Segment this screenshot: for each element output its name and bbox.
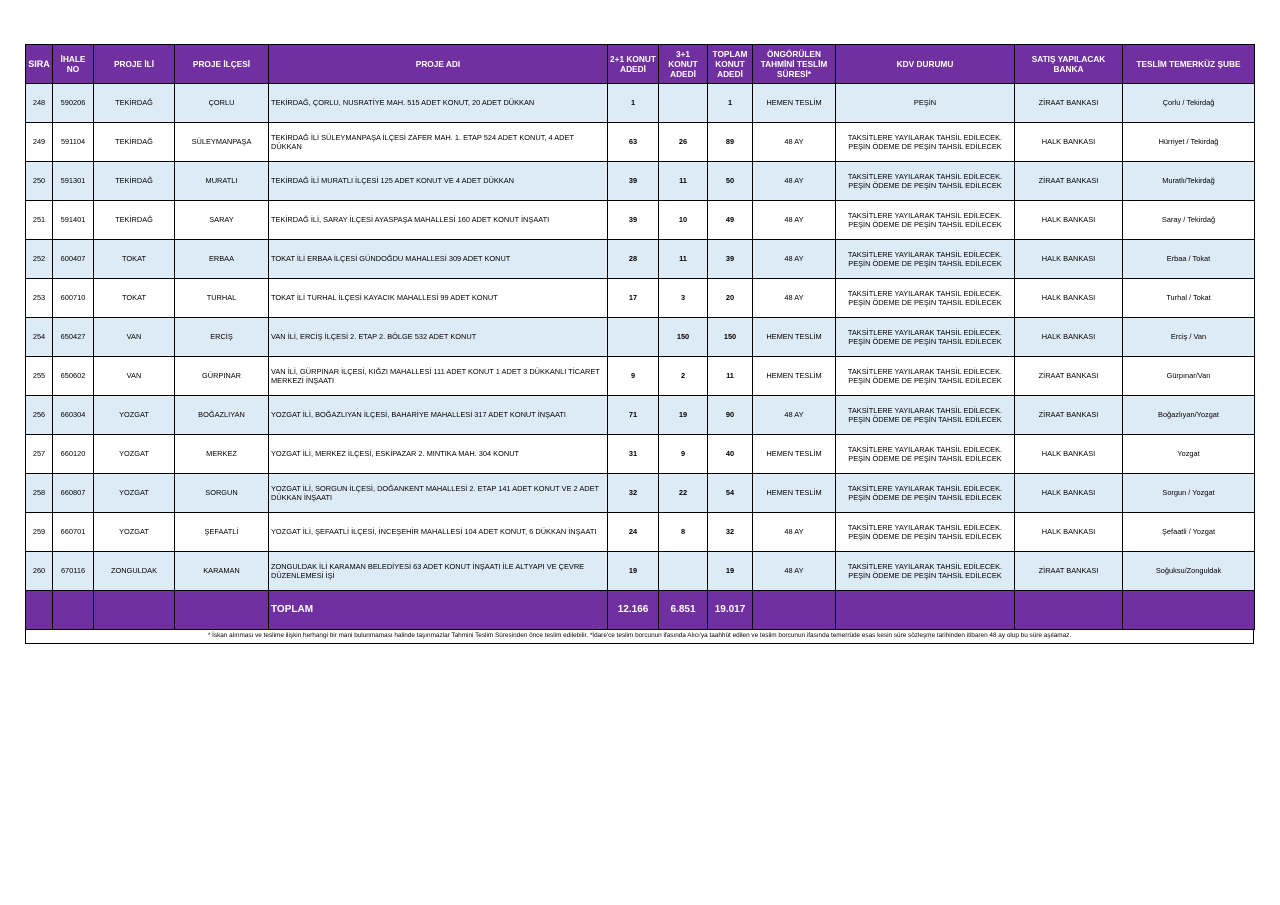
cell-2plus1: 71 <box>608 396 659 435</box>
cell-proje-ili: YOZGAT <box>94 435 175 474</box>
table-row <box>26 552 1255 591</box>
cell-kdv-durumu: TAKSİTLERE YAYILARAK TAHSİL EDİLECEK. PEŞİN ÖDEME DE PEŞİN TAHSİL EDİLECEK <box>836 513 1015 552</box>
cell-proje-adi: YOZGAT İLİ, BOĞAZLIYAN İLÇESİ, BAHARİYE MAHALLESİ 317 ADET KONUT İNŞAATI <box>269 396 608 435</box>
table-row <box>26 435 1255 474</box>
footnote: * İskan alınması ve teslime ilişkin herhangi bir mani bulunmaması halinde taşınmazlar Tahmini Teslim Süresinden önce teslim edilebilir. *İdare'ce teslim borcunun ifasında Alıcı'ya taahhüt edilen ve teslim borcunun ifasında temerrüde esas kesin süre sözleşme tarihinden itibaren 48 ay olup bu süre aşılamaz. <box>25 630 1254 644</box>
cell-ihale-no: 660304 <box>53 396 94 435</box>
cell-3plus1: 19 <box>659 396 708 435</box>
cell-banka: ZİRAAT BANKASI <box>1015 396 1123 435</box>
projects-sheet <box>25 44 1254 644</box>
total-empty-cell <box>53 591 94 630</box>
cell-toplam: 49 <box>708 201 753 240</box>
cell-ihale-no: 591301 <box>53 162 94 201</box>
cell-sube: Turhal / Tokat <box>1123 279 1255 318</box>
total-empty-cell <box>753 591 836 630</box>
cell-kdv-durumu: TAKSİTLERE YAYILARAK TAHSİL EDİLECEK. PEŞİN ÖDEME DE PEŞİN TAHSİL EDİLECEK <box>836 279 1015 318</box>
cell-toplam: 11 <box>708 357 753 396</box>
cell-3plus1: 22 <box>659 474 708 513</box>
cell-ihale-no: 660807 <box>53 474 94 513</box>
cell-2plus1 <box>608 318 659 357</box>
projects-table <box>25 44 1255 630</box>
cell-banka: HALK BANKASI <box>1015 474 1123 513</box>
cell-sube: Saray / Tekirdağ <box>1123 201 1255 240</box>
cell-2plus1: 9 <box>608 357 659 396</box>
header-2plus1: 2+1 KONUT ADEDİ <box>608 45 659 84</box>
table-body <box>26 84 1255 630</box>
cell-proje-ilcesi: SORGUN <box>175 474 269 513</box>
cell-banka: HALK BANKASI <box>1015 240 1123 279</box>
cell-toplam: 90 <box>708 396 753 435</box>
cell-2plus1: 39 <box>608 162 659 201</box>
cell-toplam: 20 <box>708 279 753 318</box>
header-proje-ili: PROJE İLİ <box>94 45 175 84</box>
cell-sira: 252 <box>26 240 53 279</box>
cell-proje-ilcesi: ŞEFAATLİ <box>175 513 269 552</box>
cell-kdv-durumu: TAKSİTLERE YAYILARAK TAHSİL EDİLECEK. PEŞİN ÖDEME DE PEŞİN TAHSİL EDİLECEK <box>836 240 1015 279</box>
cell-toplam: 150 <box>708 318 753 357</box>
table-row <box>26 513 1255 552</box>
cell-sira: 254 <box>26 318 53 357</box>
cell-2plus1: 28 <box>608 240 659 279</box>
cell-sira: 258 <box>26 474 53 513</box>
cell-sira: 257 <box>26 435 53 474</box>
total-empty-cell <box>1123 591 1255 630</box>
cell-proje-ilcesi: SÜLEYMANPAŞA <box>175 123 269 162</box>
cell-proje-ili: YOZGAT <box>94 513 175 552</box>
cell-toplam: 40 <box>708 435 753 474</box>
cell-teslim-suresi: 48 AY <box>753 513 836 552</box>
cell-kdv-durumu: TAKSİTLERE YAYILARAK TAHSİL EDİLECEK. PEŞİN ÖDEME DE PEŞİN TAHSİL EDİLECEK <box>836 162 1015 201</box>
cell-2plus1: 24 <box>608 513 659 552</box>
cell-toplam: 50 <box>708 162 753 201</box>
cell-ihale-no: 670116 <box>53 552 94 591</box>
header-kdv-durumu: KDV DURUMU <box>836 45 1015 84</box>
cell-kdv-durumu: TAKSİTLERE YAYILARAK TAHSİL EDİLECEK. PEŞİN ÖDEME DE PEŞİN TAHSİL EDİLECEK <box>836 123 1015 162</box>
cell-proje-ilcesi: ERCİŞ <box>175 318 269 357</box>
cell-ihale-no: 650602 <box>53 357 94 396</box>
cell-sube: Yozgat <box>1123 435 1255 474</box>
cell-banka: HALK BANKASI <box>1015 435 1123 474</box>
cell-2plus1: 39 <box>608 201 659 240</box>
total-empty-cell <box>1015 591 1123 630</box>
cell-banka: HALK BANKASI <box>1015 123 1123 162</box>
cell-kdv-durumu: TAKSİTLERE YAYILARAK TAHSİL EDİLECEK. PEŞİN ÖDEME DE PEŞİN TAHSİL EDİLECEK <box>836 474 1015 513</box>
cell-teslim-suresi: 48 AY <box>753 279 836 318</box>
total-3plus1: 6.851 <box>659 591 708 630</box>
table-row <box>26 318 1255 357</box>
header-toplam-konut: TOPLAM KONUT ADEDİ <box>708 45 753 84</box>
cell-3plus1: 11 <box>659 240 708 279</box>
cell-kdv-durumu: TAKSİTLERE YAYILARAK TAHSİL EDİLECEK. PEŞİN ÖDEME DE PEŞİN TAHSİL EDİLECEK <box>836 357 1015 396</box>
header-proje-adi: PROJE ADI <box>269 45 608 84</box>
total-empty-cell <box>836 591 1015 630</box>
cell-3plus1: 9 <box>659 435 708 474</box>
table-row <box>26 240 1255 279</box>
total-2plus1: 12.166 <box>608 591 659 630</box>
cell-proje-ili: TEKİRDAĞ <box>94 123 175 162</box>
cell-proje-ili: VAN <box>94 318 175 357</box>
cell-3plus1: 10 <box>659 201 708 240</box>
table-row <box>26 84 1255 123</box>
cell-proje-ili: TEKİRDAĞ <box>94 201 175 240</box>
cell-2plus1: 1 <box>608 84 659 123</box>
cell-proje-ili: YOZGAT <box>94 474 175 513</box>
cell-banka: HALK BANKASI <box>1015 318 1123 357</box>
cell-sube: Muratlı/Tekirdağ <box>1123 162 1255 201</box>
cell-proje-ilcesi: BOĞAZLIYAN <box>175 396 269 435</box>
cell-proje-adi: TOKAT İLİ TURHAL İLÇESİ KAYACIK MAHALLESİ 99 ADET KONUT <box>269 279 608 318</box>
table-row <box>26 474 1255 513</box>
cell-2plus1: 31 <box>608 435 659 474</box>
table-row <box>26 162 1255 201</box>
cell-kdv-durumu: TAKSİTLERE YAYILARAK TAHSİL EDİLECEK. PEŞİN ÖDEME DE PEŞİN TAHSİL EDİLECEK <box>836 318 1015 357</box>
total-row <box>26 591 1255 630</box>
cell-sira: 255 <box>26 357 53 396</box>
cell-teslim-suresi: HEMEN TESLİM <box>753 318 836 357</box>
cell-teslim-suresi: 48 AY <box>753 201 836 240</box>
header-ihale-no: İHALE NO <box>53 45 94 84</box>
cell-proje-ilcesi: KARAMAN <box>175 552 269 591</box>
table-row <box>26 357 1255 396</box>
cell-kdv-durumu: TAKSİTLERE YAYILARAK TAHSİL EDİLECEK. PEŞİN ÖDEME DE PEŞİN TAHSİL EDİLECEK <box>836 201 1015 240</box>
cell-proje-adi: VAN İLİ, GÜRPINAR İLÇESİ, KIĞZI MAHALLESİ 111 ADET KONUT 1 ADET 3 DÜKKANLI TİCARET MERKEZİ İNŞAATI <box>269 357 608 396</box>
cell-banka: ZİRAAT BANKASI <box>1015 552 1123 591</box>
cell-banka: ZİRAAT BANKASI <box>1015 357 1123 396</box>
cell-proje-ilcesi: ERBAA <box>175 240 269 279</box>
table-row <box>26 123 1255 162</box>
cell-3plus1: 8 <box>659 513 708 552</box>
cell-3plus1: 2 <box>659 357 708 396</box>
total-empty-cell <box>175 591 269 630</box>
cell-toplam: 1 <box>708 84 753 123</box>
cell-ihale-no: 660701 <box>53 513 94 552</box>
total-label: TOPLAM <box>269 591 608 630</box>
cell-toplam: 19 <box>708 552 753 591</box>
cell-proje-ili: TEKİRDAĞ <box>94 84 175 123</box>
cell-3plus1: 26 <box>659 123 708 162</box>
cell-proje-ili: ZONGULDAK <box>94 552 175 591</box>
table-header-row <box>26 45 1255 84</box>
table-row <box>26 279 1255 318</box>
cell-proje-ilcesi: TURHAL <box>175 279 269 318</box>
cell-2plus1: 32 <box>608 474 659 513</box>
cell-teslim-suresi: HEMEN TESLİM <box>753 474 836 513</box>
cell-sube: Soğuksu/Zonguldak <box>1123 552 1255 591</box>
cell-proje-adi: ZONGULDAK İLİ KARAMAN BELEDİYESİ 63 ADET KONUT İNŞAATI İLE ALTYAPI VE ÇEVRE DÜZENLEMESİ İŞİ <box>269 552 608 591</box>
cell-proje-ilcesi: SARAY <box>175 201 269 240</box>
cell-teslim-suresi: 48 AY <box>753 240 836 279</box>
cell-proje-adi: TEKİRDAĞ İLİ MURATLI İLÇESİ 125 ADET KONUT VE 4 ADET DÜKKAN <box>269 162 608 201</box>
total-empty-cell <box>26 591 53 630</box>
table-row <box>26 201 1255 240</box>
header-proje-ilcesi: PROJE İLÇESİ <box>175 45 269 84</box>
cell-ihale-no: 600407 <box>53 240 94 279</box>
cell-3plus1 <box>659 84 708 123</box>
cell-kdv-durumu: TAKSİTLERE YAYILARAK TAHSİL EDİLECEK. PEŞİN ÖDEME DE PEŞİN TAHSİL EDİLECEK <box>836 396 1015 435</box>
cell-proje-adi: YOZGAT İLİ, MERKEZ İLÇESİ, ESKİPAZAR 2. MINTIKA MAH. 304 KONUT <box>269 435 608 474</box>
cell-sube: Çorlu / Tekirdağ <box>1123 84 1255 123</box>
cell-ihale-no: 660120 <box>53 435 94 474</box>
cell-kdv-durumu: TAKSİTLERE YAYILARAK TAHSİL EDİLECEK. PEŞİN ÖDEME DE PEŞİN TAHSİL EDİLECEK <box>836 435 1015 474</box>
cell-toplam: 39 <box>708 240 753 279</box>
table-row <box>26 396 1255 435</box>
cell-sira: 259 <box>26 513 53 552</box>
cell-proje-ili: TEKİRDAĞ <box>94 162 175 201</box>
total-empty-cell <box>94 591 175 630</box>
cell-sira: 250 <box>26 162 53 201</box>
cell-3plus1: 150 <box>659 318 708 357</box>
cell-ihale-no: 590206 <box>53 84 94 123</box>
cell-2plus1: 63 <box>608 123 659 162</box>
cell-2plus1: 17 <box>608 279 659 318</box>
cell-sira: 249 <box>26 123 53 162</box>
cell-ihale-no: 591104 <box>53 123 94 162</box>
cell-sube: Şefaatli / Yozgat <box>1123 513 1255 552</box>
cell-teslim-suresi: 48 AY <box>753 396 836 435</box>
cell-kdv-durumu: TAKSİTLERE YAYILARAK TAHSİL EDİLECEK. PEŞİN ÖDEME DE PEŞİN TAHSİL EDİLECEK <box>836 552 1015 591</box>
cell-banka: ZİRAAT BANKASI <box>1015 162 1123 201</box>
cell-sube: Gürpınar/Van <box>1123 357 1255 396</box>
cell-sube: Hürriyet / Tekirdağ <box>1123 123 1255 162</box>
cell-sira: 256 <box>26 396 53 435</box>
header-banka: SATIŞ YAPILACAK BANKA <box>1015 45 1123 84</box>
header-sube: TESLİM TEMERKÜZ ŞUBE <box>1123 45 1255 84</box>
cell-banka: ZİRAAT BANKASI <box>1015 84 1123 123</box>
cell-proje-adi: YOZGAT İLİ, ŞEFAATLİ İLÇESİ, İNCEŞEHİR MAHALLESİ 104 ADET KONUT, 6 DÜKKAN İNŞAATI <box>269 513 608 552</box>
cell-teslim-suresi: 48 AY <box>753 123 836 162</box>
cell-3plus1 <box>659 552 708 591</box>
cell-kdv-durumu: PEŞİN <box>836 84 1015 123</box>
cell-sube: Boğazlıyan/Yozgat <box>1123 396 1255 435</box>
cell-sira: 248 <box>26 84 53 123</box>
cell-sira: 260 <box>26 552 53 591</box>
cell-toplam: 54 <box>708 474 753 513</box>
cell-sira: 251 <box>26 201 53 240</box>
cell-proje-ili: VAN <box>94 357 175 396</box>
cell-teslim-suresi: HEMEN TESLİM <box>753 84 836 123</box>
cell-proje-ilcesi: MERKEZ <box>175 435 269 474</box>
header-sira: SIRA <box>26 45 53 84</box>
cell-proje-adi: VAN İLİ, ERCİŞ İLÇESİ 2. ETAP 2. BÖLGE 532 ADET KONUT <box>269 318 608 357</box>
header-teslim-suresi: ÖNGÖRÜLEN TAHMİNİ TESLİM SÜRESİ* <box>753 45 836 84</box>
cell-toplam: 89 <box>708 123 753 162</box>
cell-banka: HALK BANKASI <box>1015 201 1123 240</box>
cell-teslim-suresi: HEMEN TESLİM <box>753 357 836 396</box>
cell-sira: 253 <box>26 279 53 318</box>
cell-proje-adi: TEKİRDAĞ İLİ SÜLEYMANPAŞA İLÇESİ ZAFER MAH. 1. ETAP 524 ADET KONUT, 4 ADET DÜKKAN <box>269 123 608 162</box>
cell-proje-ilcesi: GÜRPINAR <box>175 357 269 396</box>
cell-banka: HALK BANKASI <box>1015 513 1123 552</box>
cell-3plus1: 3 <box>659 279 708 318</box>
cell-teslim-suresi: 48 AY <box>753 162 836 201</box>
cell-proje-ili: TOKAT <box>94 240 175 279</box>
cell-proje-adi: YOZGAT İLİ, SORGUN İLÇESİ, DOĞANKENT MAHALLESİ 2. ETAP 141 ADET KONUT VE 2 ADET DÜKKAN İNŞAATI <box>269 474 608 513</box>
cell-proje-ili: YOZGAT <box>94 396 175 435</box>
cell-3plus1: 11 <box>659 162 708 201</box>
cell-2plus1: 19 <box>608 552 659 591</box>
total-toplam: 19.017 <box>708 591 753 630</box>
cell-proje-ili: TOKAT <box>94 279 175 318</box>
cell-ihale-no: 600710 <box>53 279 94 318</box>
cell-sube: Erbaa / Tokat <box>1123 240 1255 279</box>
cell-banka: HALK BANKASI <box>1015 279 1123 318</box>
cell-proje-adi: TEKİRDAĞ İLİ, SARAY İLÇESİ AYASPAŞA MAHALLESİ 160 ADET KONUT İNŞAATI <box>269 201 608 240</box>
cell-ihale-no: 650427 <box>53 318 94 357</box>
cell-sube: Sorgun / Yozgat <box>1123 474 1255 513</box>
cell-proje-ilcesi: ÇORLU <box>175 84 269 123</box>
header-3plus1: 3+1 KONUT ADEDİ <box>659 45 708 84</box>
cell-proje-adi: TEKİRDAĞ, ÇORLU, NUSRATİYE MAH. 515 ADET KONUT, 20 ADET DÜKKAN <box>269 84 608 123</box>
cell-teslim-suresi: 48 AY <box>753 552 836 591</box>
cell-proje-adi: TOKAT İLİ ERBAA İLÇESİ GÜNDOĞDU MAHALLESİ 309 ADET KONUT <box>269 240 608 279</box>
cell-sube: Erciş / Van <box>1123 318 1255 357</box>
cell-toplam: 32 <box>708 513 753 552</box>
cell-teslim-suresi: HEMEN TESLİM <box>753 435 836 474</box>
cell-ihale-no: 591401 <box>53 201 94 240</box>
cell-proje-ilcesi: MURATLI <box>175 162 269 201</box>
